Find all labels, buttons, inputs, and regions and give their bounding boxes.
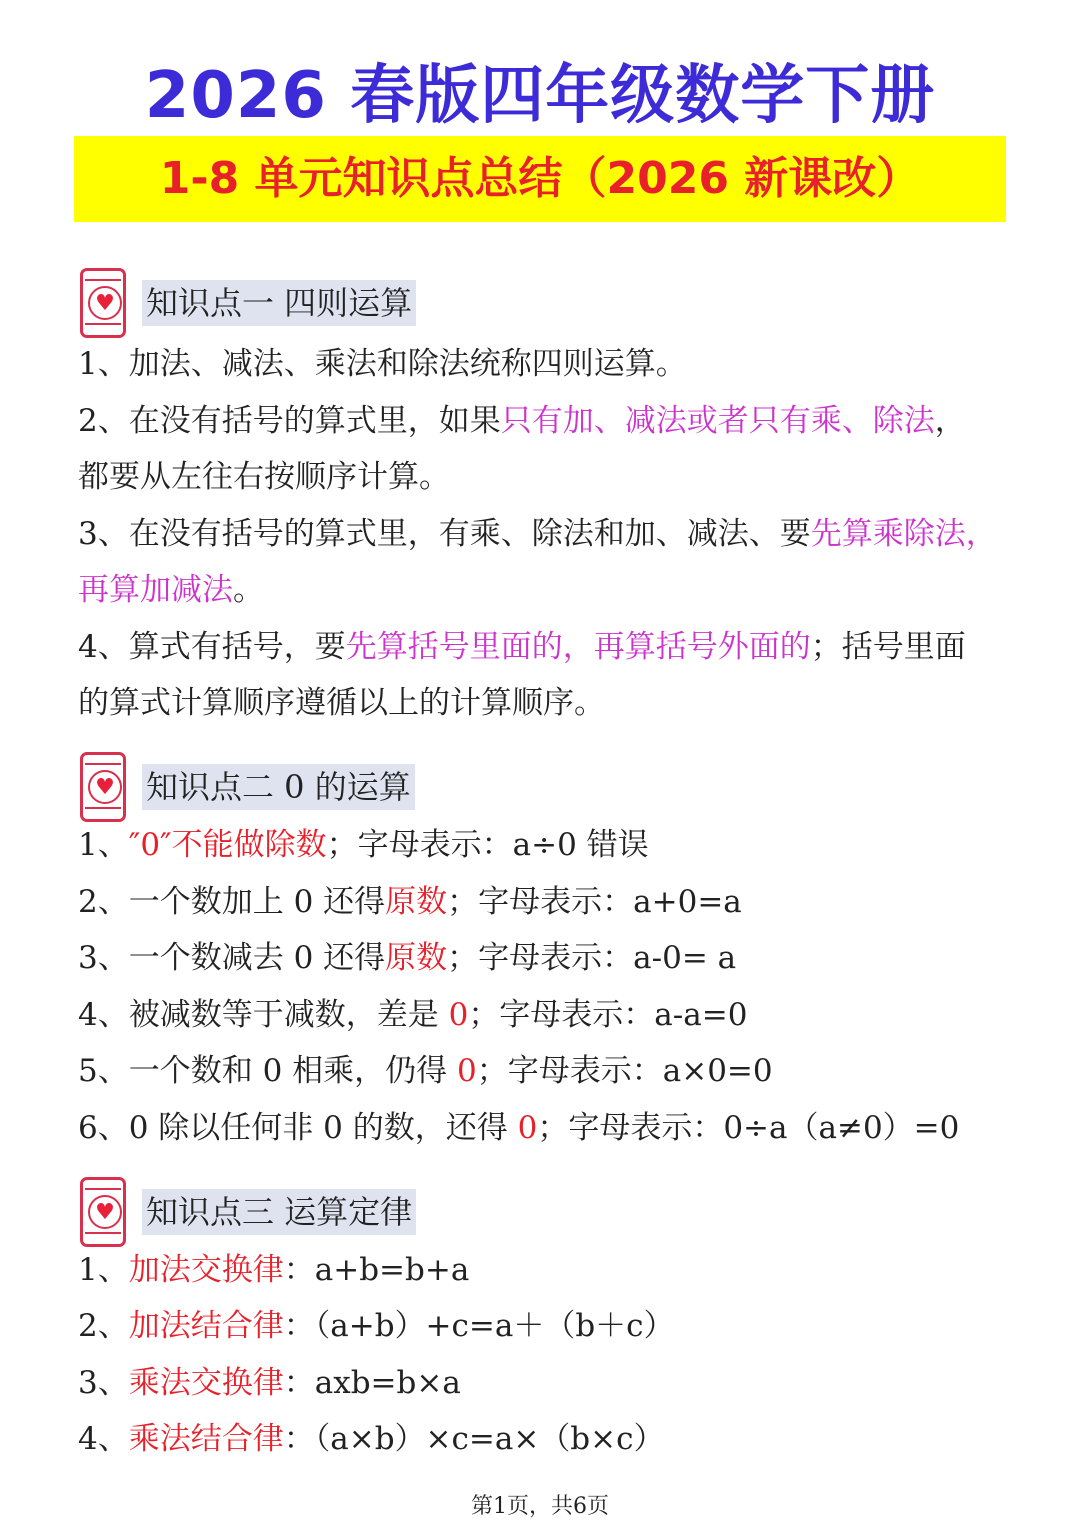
text-segment: 3、在没有括号的算式里，有乘、除法和加、减法、要: [78, 516, 811, 552]
text-segment: 4、: [78, 1421, 129, 1457]
text-segment: 1、: [78, 1252, 129, 1288]
page-number: 第1页，共6页: [471, 1494, 609, 1519]
text-segment: 1、: [78, 827, 129, 863]
highlighted-text: 先算乘除法，: [810, 516, 997, 552]
text-segment: 4、算式有括号，要: [78, 629, 346, 665]
document-subtitle: 1-8 单元知识点总结（2026 新课改）: [159, 153, 921, 204]
text-line: [78, 1298, 1028, 1354]
text-line: [78, 817, 1028, 873]
text-segment: ；字母表示：a+0=a: [447, 884, 742, 920]
text-segment: ；括号里面: [810, 629, 966, 665]
phone-heart-icon: ♥: [80, 752, 126, 822]
text-segment: 3、: [78, 1365, 129, 1401]
text-segment: 5、一个数和 0 相乘，仍得: [78, 1053, 458, 1089]
text-segment: 2、在没有括号的算式里，如果: [78, 403, 501, 439]
highlighted-text: 原数: [385, 884, 448, 920]
text-segment: ：（a+b）+c=a＋（b＋c）: [283, 1308, 675, 1344]
text-segment: 6、0 除以任何非 0 的数，还得: [78, 1110, 518, 1146]
highlighted-text: 0: [457, 1053, 477, 1089]
text-line: [78, 675, 1028, 731]
highlighted-text: 只有加、减法或者只有乘、除法: [500, 403, 935, 439]
text-segment: 。: [233, 572, 264, 608]
text-segment: ：（a×b）×c=a×（b×c）: [283, 1421, 665, 1457]
text-line: [78, 987, 1028, 1043]
text-segment: 4、被减数等于减数，差是: [78, 997, 449, 1033]
text-segment: 1、加法、减法、乘法和除法统称四则运算。: [78, 346, 687, 382]
text-segment: 2、: [78, 1308, 129, 1344]
text-segment: 2、一个数加上 0 还得: [78, 884, 386, 920]
highlighted-text: 乘法结合律: [128, 1421, 284, 1457]
text-line: [78, 1355, 1028, 1411]
highlighted-text: 加法交换律: [128, 1252, 284, 1288]
text-segment: ；字母表示：a-a=0: [468, 997, 748, 1033]
text-line: [78, 874, 1028, 930]
section-heading-label: 知识点三 运算定律: [142, 1189, 416, 1235]
highlighted-text: 乘法交换律: [128, 1365, 284, 1401]
text-line: [78, 449, 1028, 505]
text-segment: ：a+b=b+a: [283, 1252, 470, 1288]
text-line: [78, 930, 1028, 986]
highlighted-text: 先算括号里面的，再算括号外面的: [345, 629, 811, 665]
highlighted-text: 再算加减法: [78, 572, 233, 608]
highlighted-text: 加法结合律: [128, 1308, 284, 1344]
text-segment: ，: [934, 403, 966, 439]
text-segment: ；字母表示：a÷0 错误: [326, 827, 649, 863]
text-segment: 都要从左往右按顺序计算。: [78, 459, 450, 495]
text-line: [78, 1043, 1028, 1099]
section-heading-label: 知识点一 四则运算: [142, 280, 416, 326]
section-heading-label: 知识点二 0 的运算: [142, 764, 415, 810]
text-line: [78, 336, 1028, 392]
text-segment: ；字母表示：0÷a（a≠0）=0: [537, 1110, 960, 1146]
highlighted-text: 0: [517, 1110, 538, 1146]
text-line: [78, 1411, 1028, 1467]
text-line: [78, 393, 1028, 449]
text-segment: 3、一个数减去 0 还得: [78, 940, 386, 976]
text-line: [78, 619, 1028, 675]
document-title: 2026 春版四年级数学下册: [144, 59, 936, 133]
text-segment: 的算式计算顺序遵循以上的计算顺序。: [78, 685, 605, 721]
phone-heart-icon: ♥: [80, 1177, 126, 1247]
text-line: [78, 562, 1028, 618]
text-line: [78, 1242, 1028, 1298]
text-line: [78, 1100, 1028, 1156]
text-segment: ；字母表示：a-0= a: [447, 940, 737, 976]
phone-heart-icon: ♥: [80, 268, 126, 338]
text-line: [78, 506, 1028, 562]
highlighted-text: 原数: [385, 940, 448, 976]
text-segment: ：axb=b×a: [283, 1365, 461, 1401]
highlighted-text: ″0″不能做除数: [128, 827, 327, 863]
subtitle-banner: [74, 136, 1006, 222]
text-segment: ；字母表示：a×0=0: [476, 1053, 773, 1089]
highlighted-text: 0: [448, 997, 469, 1033]
